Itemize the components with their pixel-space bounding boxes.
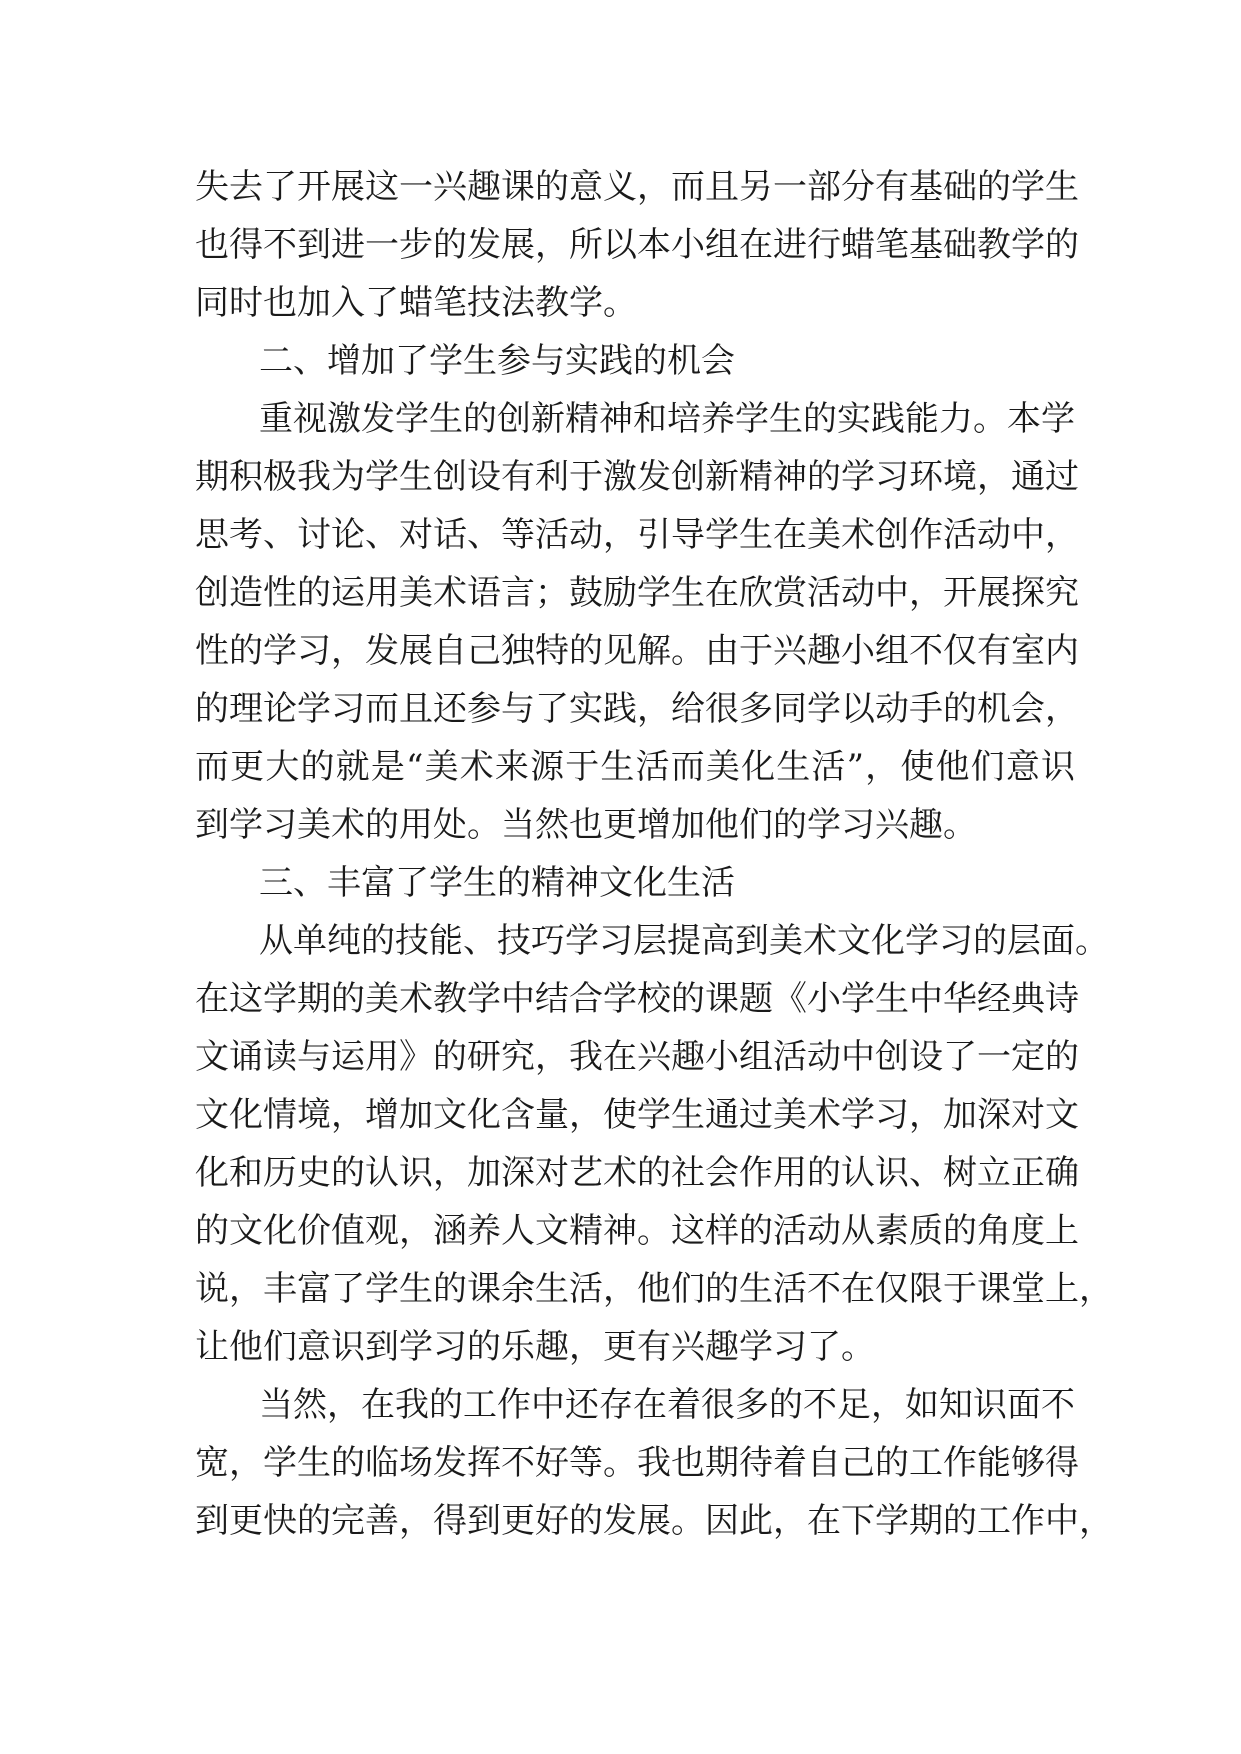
text-line: 化和历史的认识，加深对艺术的社会作用的认识、树立正确 — [195, 1153, 1079, 1193]
document-body — [195, 158, 1113, 1550]
text-line: 同时也加入了蜡笔技法教学。 — [195, 283, 637, 323]
text-line: 创造性的运用美术语言；鼓励学生在欣赏活动中，开展探究 — [195, 573, 1079, 613]
text-line: 到学习美术的用处。当然也更增加他们的学习兴趣。 — [195, 805, 977, 845]
text-line: 文化情境，增加文化含量，使学生通过美术学习，加深对文 — [195, 1095, 1079, 1135]
text-line: 性的学习，发展自己独特的见解。由于兴趣小组不仅有室内 — [195, 631, 1079, 671]
section-heading: 二、增加了学生参与实践的机会 — [259, 341, 735, 381]
text-line: 说，丰富了学生的课余生活，他们的生活不在仅限于课堂上， — [195, 1269, 1113, 1309]
text-line: 重视激发学生的创新精神和培养学生的实践能力。本学 — [259, 399, 1075, 439]
text-line: 的理论学习而且还参与了实践，给很多同学以动手的机会， — [195, 689, 1079, 729]
text-line: 宽，学生的临场发挥不好等。我也期待着自己的工作能够得 — [195, 1443, 1079, 1483]
text-line: 到更快的完善，得到更好的发展。因此，在下学期的工作中， — [195, 1501, 1113, 1541]
text-line: 在这学期的美术教学中结合学校的课题《小学生中华经典诗 — [195, 979, 1079, 1019]
text-line: 也得不到进一步的发展，所以本小组在进行蜡笔基础教学的 — [195, 225, 1079, 265]
section-heading: 三、丰富了学生的精神文化生活 — [259, 863, 735, 903]
text-line: 文诵读与运用》的研究，我在兴趣小组活动中创设了一定的 — [195, 1037, 1079, 1077]
text-line: 而更大的就是“美术来源于生活而美化生活”，使他们意识 — [195, 747, 1075, 787]
text-line: 从单纯的技能、技巧学习层提高到美术文化学习的层面。 — [259, 921, 1109, 961]
text-line: 失去了开展这一兴趣课的意义，而且另一部分有基础的学生 — [195, 167, 1079, 207]
text-line: 期积极我为学生创设有利于激发创新精神的学习环境，通过 — [195, 457, 1079, 497]
text-line: 当然，在我的工作中还存在着很多的不足，如知识面不 — [259, 1385, 1075, 1425]
text-line: 的文化价值观，涵养人文精神。这样的活动从素质的角度上 — [195, 1211, 1079, 1251]
text-line: 让他们意识到学习的乐趣，更有兴趣学习了。 — [195, 1327, 875, 1367]
text-line: 思考、讨论、对话、等活动，引导学生在美术创作活动中， — [195, 515, 1079, 555]
